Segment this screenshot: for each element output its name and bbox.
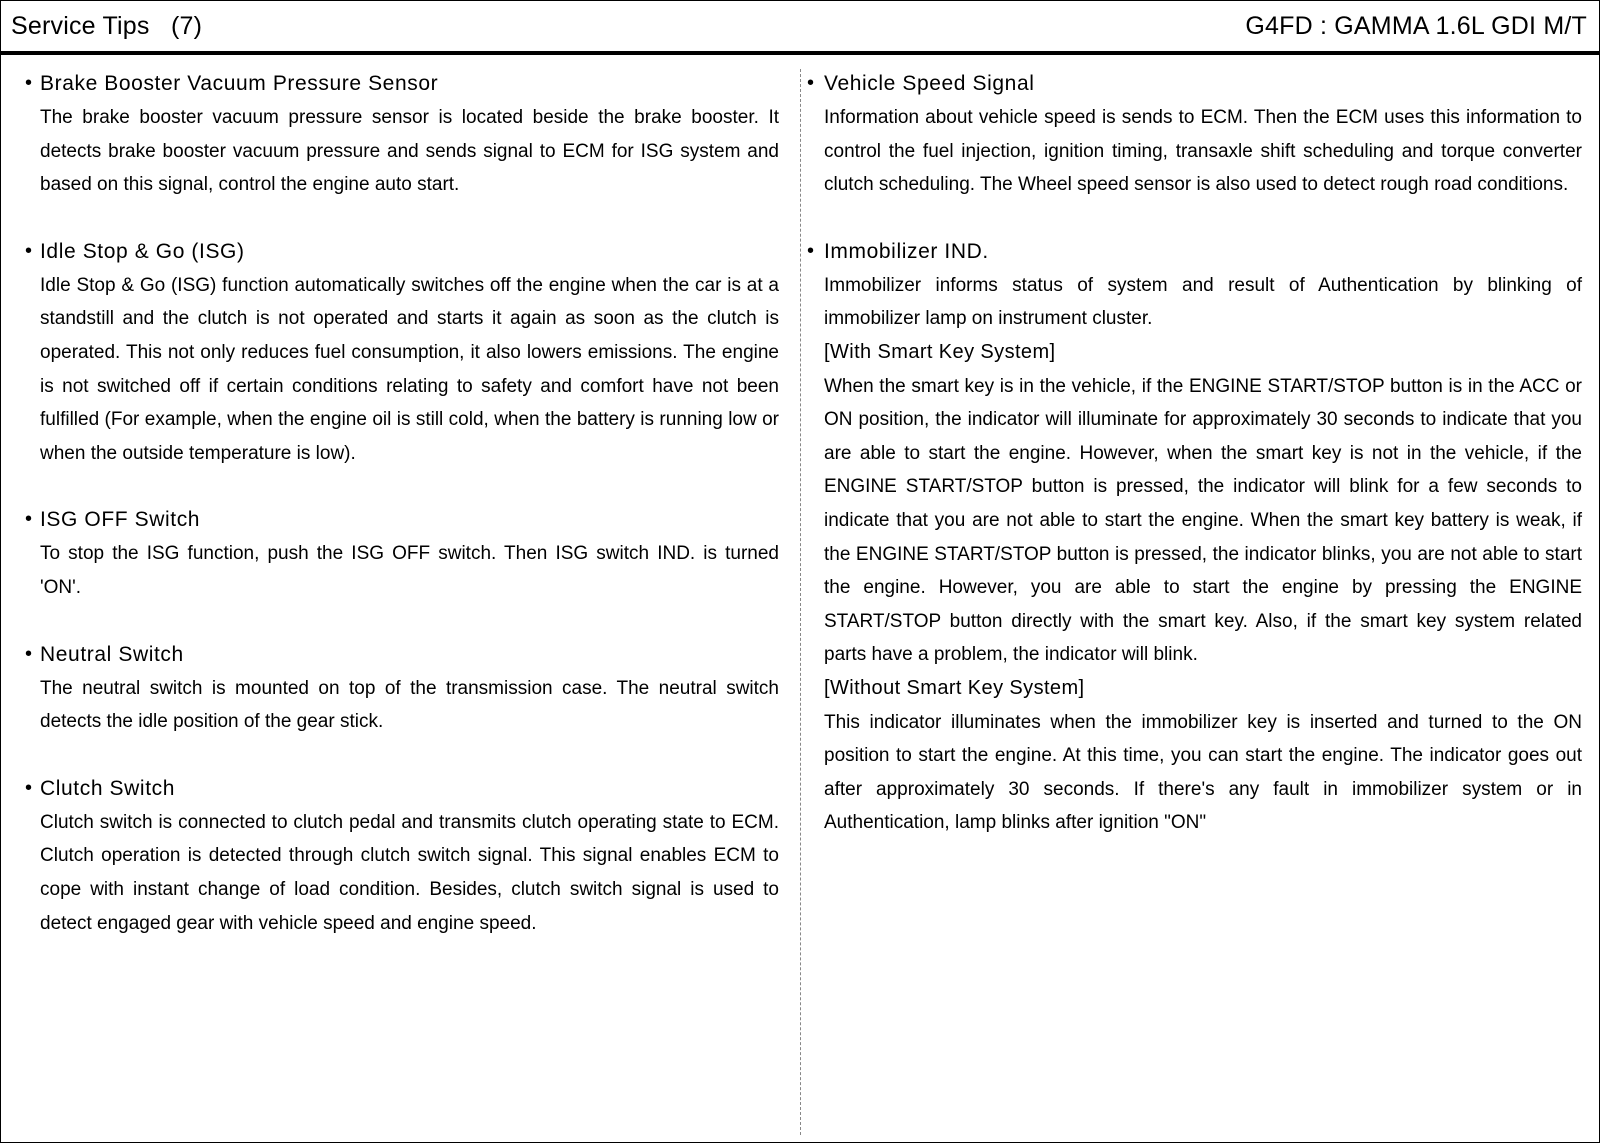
right-column xyxy=(807,67,1582,873)
section-body: The neutral switch is mounted on top of the transmission case. The neutral switch detects the idle position of the gear stick. xyxy=(40,677,779,733)
immobilizer-intro: Immobilizer informs status of system and result of Authentication by blinking of immobilizer lamp on instrument cluster. xyxy=(824,274,1582,330)
section-vehicle-speed xyxy=(807,67,1582,202)
section-isg-off-switch xyxy=(23,503,779,604)
section-isg xyxy=(23,235,779,471)
engine-model-label: G4FD : GAMMA 1.6L GDI M/T xyxy=(1245,12,1587,40)
smart-key-body: When the smart key is in the vehicle, if the ENGINE START/STOP button is in the ACC or ON position, the indicator will illuminate for approximately 30 seconds to indicate that you are able to start the engine. However, when the smart key is not in the vehicle, if the ENGINE START/STOP button is pressed, the indicator will blink for a few seconds to indicate that you are not able to start the engine. When the smart key battery is weak, if the ENGINE START/STOP button is pressed, the indicator blinks, you are not able to start the engine. However, you are able to start the engine by pressing the ENGINE START/STOP button directly with the smart key. Also, if the smart key system related parts have a problem, the indicator will blink. xyxy=(824,375,1582,666)
section-body: Idle Stop & Go (ISG) function automatically switches off the engine when the car is at a standstill and the clutch is not operated and starts it again as soon as the clutch is operated. This not only reduces fuel consumption, it also lowers emissions. The engine is not switched off if certain conditions relating to safety and comfort have not been fulfilled (For example, when the engine oil is still cold, when the battery is running low or when the outside temperature is low). xyxy=(40,274,779,464)
section-clutch-switch xyxy=(23,772,779,940)
section-neutral-switch xyxy=(23,638,779,739)
section-title xyxy=(23,235,779,269)
section-title-text: Clutch Switch xyxy=(40,776,176,800)
section-title xyxy=(23,772,779,806)
section-title-text: ISG OFF Switch xyxy=(40,508,201,532)
left-column xyxy=(23,67,779,973)
smart-key-subtitle: [With Smart Key System] xyxy=(824,340,1056,363)
section-title xyxy=(23,67,779,101)
section-body: To stop the ISG function, push the ISG OFF switch. Then ISG switch IND. is turned 'ON'. xyxy=(40,543,779,598)
section-title xyxy=(23,638,779,672)
bullet-icon: • xyxy=(807,239,815,262)
bullet-icon: • xyxy=(25,776,33,799)
section-title-text: Immobilizer IND. xyxy=(824,239,989,263)
section-body: Information about vehicle speed is sends to ECM. Then the ECM uses this information to control the fuel injection, ignition timing, transaxle shift scheduling and torque converter clutch scheduling. The Wheel speed sensor is also used to detect rough road conditions. xyxy=(824,107,1582,196)
section-title-text: Vehicle Speed Signal xyxy=(824,72,1035,95)
bullet-icon: • xyxy=(25,508,33,531)
section-title-text: Idle Stop & Go (ISG) xyxy=(40,239,245,263)
section-brake-booster xyxy=(23,67,779,202)
no-smart-key-subtitle: [Without Smart Key System] xyxy=(824,676,1085,699)
section-title-text: Neutral Switch xyxy=(40,642,184,666)
page-title: Service Tips (7) xyxy=(11,12,203,40)
section-immobilizer xyxy=(807,235,1582,840)
bullet-icon: • xyxy=(807,72,815,94)
column-divider xyxy=(800,69,801,1135)
no-smart-key-body: This indicator illuminates when the immobilizer key is inserted and turned to the ON position to start the engine. At this time, you can start the engine. The indicator goes out after approximately 30 seconds. If there's any fault in immobilizer system or in Authentication, lamp blinks after ignition "ON" xyxy=(824,711,1582,834)
section-title xyxy=(807,67,1582,101)
section-body: Clutch switch is connected to clutch pedal and transmits clutch operating state to ECM. Clutch operation is detected through clutch switch signal. This signal enables ECM to cope with instant change of load condition. Besides, clutch switch signal is used to detect engaged gear with vehicle speed and engine speed. xyxy=(40,811,779,934)
bullet-icon: • xyxy=(25,239,33,262)
section-body: The brake booster vacuum pressure sensor is located beside the brake booster. It detects brake booster vacuum pressure and sends signal to ECM for ISG system and based on this signal, control the engine auto start. xyxy=(40,107,779,196)
page-header xyxy=(1,1,1599,55)
bullet-icon: • xyxy=(25,72,33,94)
bullet-icon: • xyxy=(25,642,33,665)
section-title-text: Brake Booster Vacuum Pressure Sensor xyxy=(40,72,439,95)
section-title xyxy=(23,503,779,537)
section-title xyxy=(807,235,1582,269)
